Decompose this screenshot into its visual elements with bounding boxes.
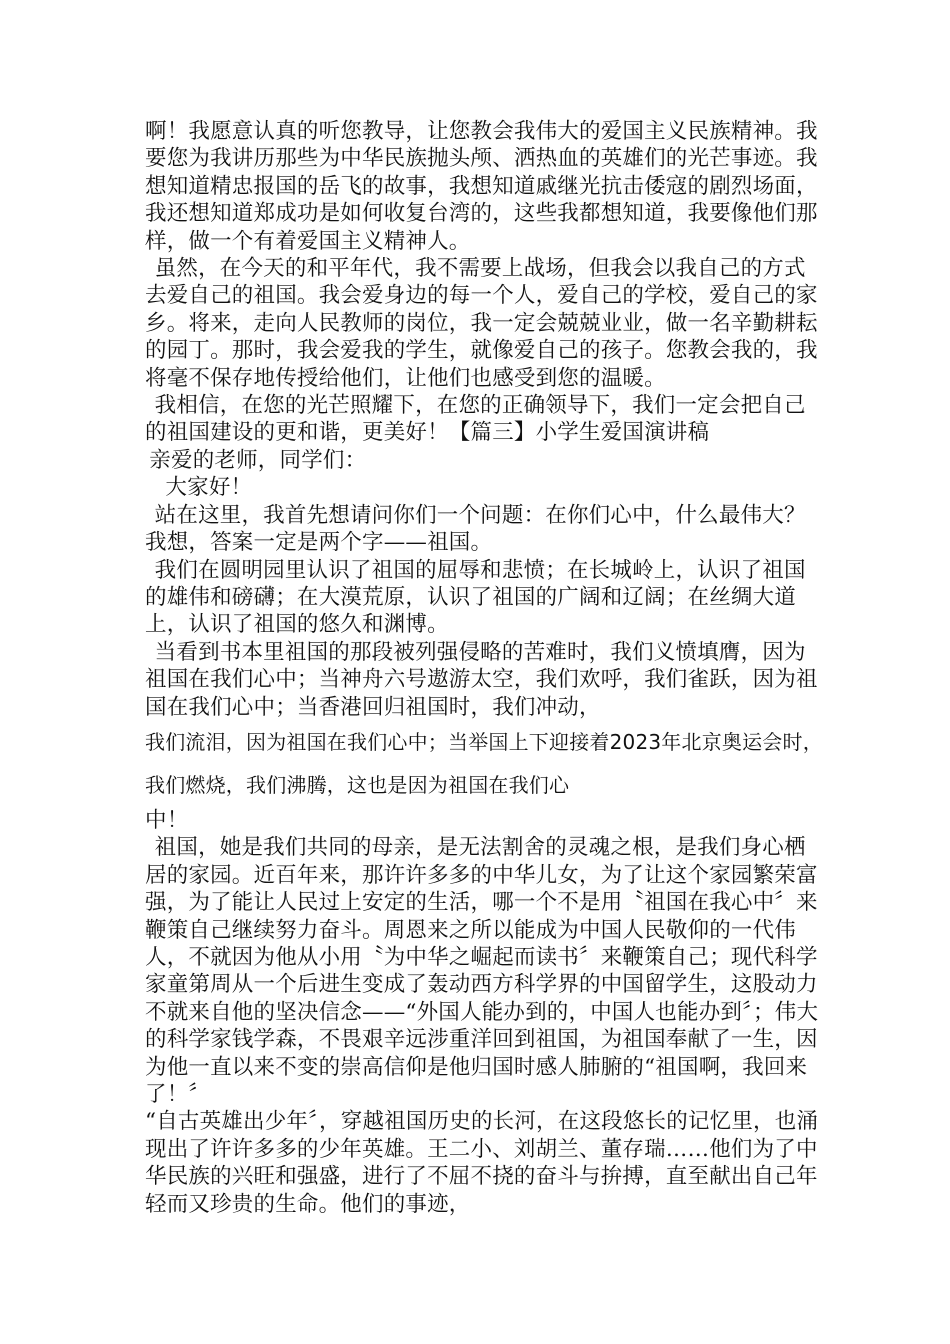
paragraph-6-end: 中！ <box>145 807 189 833</box>
salutation: 亲爱的老师，同学们： <box>149 447 367 473</box>
paragraph-3: 我相信，在您的光芒照耀下，在您的正确领导下，我们一定会把自己的祖国建设的更和谐，更美好！【篇三】小学生爱国演讲稿 <box>145 393 806 446</box>
paragraph-4: 站在这里，我首先想请问你们一个问题：在你们心中，什么最伟大？我想，答案一定是两个字——祖国。 <box>145 502 806 556</box>
paragraph-8: “自古英雄出少年〞，穿越祖国历史的长河，在这段悠长的记忆里，也涌现出了许许多多的少年英雄。王二小、刘胡兰、董存瑞……他们为了中华民族的兴旺和强盛，进行了不屈不挠的奋斗与拚搏，直至献出自己年轻而又珍贵的生命。他们的事迹， <box>145 1109 819 1217</box>
document-body <box>145 118 825 1218</box>
paragraph-1: 啊！我愿意认真的听您教导，让您教会我伟大的爱国主义民族精神。我要您为我讲历那些为中华民族抛头颅、洒热血的英雄们的光芒事迹。我想知道精忠报国的岳飞的故事，我想知道戚继光抗击倭寇的剧烈场面，我还想知道郑成功是如何收复台湾的，这些我都想知道，我要像他们那样，做一个有着爱国主义精神人。 <box>145 119 818 254</box>
paragraph-2: 虽然，在今天的和平年代，我不需要上战场，但我会以我自己的方式去爱自己的祖国。我会爱身边的每一个人，爱自己的学校，爱自己的家乡。将来，走向人民教师的岗位，我一定会兢兢业业，做一名辛勤耕耘的园丁。那时，我会爱我的学生，就像爱自己的孩子。您教会我的，我将毫不保存地传授给他们，让他们也感受到您的温暖。 <box>145 256 818 391</box>
paragraph-5: 我们在圆明园里认识了祖国的屈辱和悲愤；在长城岭上，认识了祖国的雄伟和磅礴；在大漠荒原，认识了祖国的广阔和辽阔；在丝绸大道上，认识了祖国的悠久和渊博。 <box>145 557 806 638</box>
paragraph-6-continued: 我们流泪，因为祖国在我们心中；当举国上下迎接着2023年北京奥运会时，我们燃烧，我们沸腾，这也是因为祖国在我们心 <box>145 729 823 797</box>
greeting: 大家好！ <box>165 475 253 501</box>
paragraph-6: 当看到书本里祖国的那段被列强侵略的苦难时，我们义愤填膺，因为祖国在我们心中；当神舟六号遨游太空，我们欢呼，我们雀跃，因为祖国在我们心中；当香港回归祖国时，我们冲动， <box>145 639 818 720</box>
paragraph-7: 祖国，她是我们共同的母亲，是无法割舍的灵魂之根，是我们身心栖居的家园。近百年来，那许许多多的中华儿女，为了让这个家园繁荣富强，为了能让人民过上安定的生活，哪一个不是用〝祖国在我心中〞来鞭策自己继续努力奋斗。周恩来之所以能成为中国人民敬仰的一代伟人，不就因为他从小用〝为中华之崛起而读书〞来鞭策自己；现代科学家童第周从一个后进生变成了轰动西方科学界的中国留学生，这股动力不就来自他的坚决信念——“外国人能办到的，中国人也能办到〞；伟大的科学家钱学森，不畏艰辛远涉重洋回到祖国，为祖国奉献了一生，因为他一直以来不变的崇高信仰是他归国时感人肺腑的“祖国啊，我回来了！〞 <box>145 835 819 1107</box>
